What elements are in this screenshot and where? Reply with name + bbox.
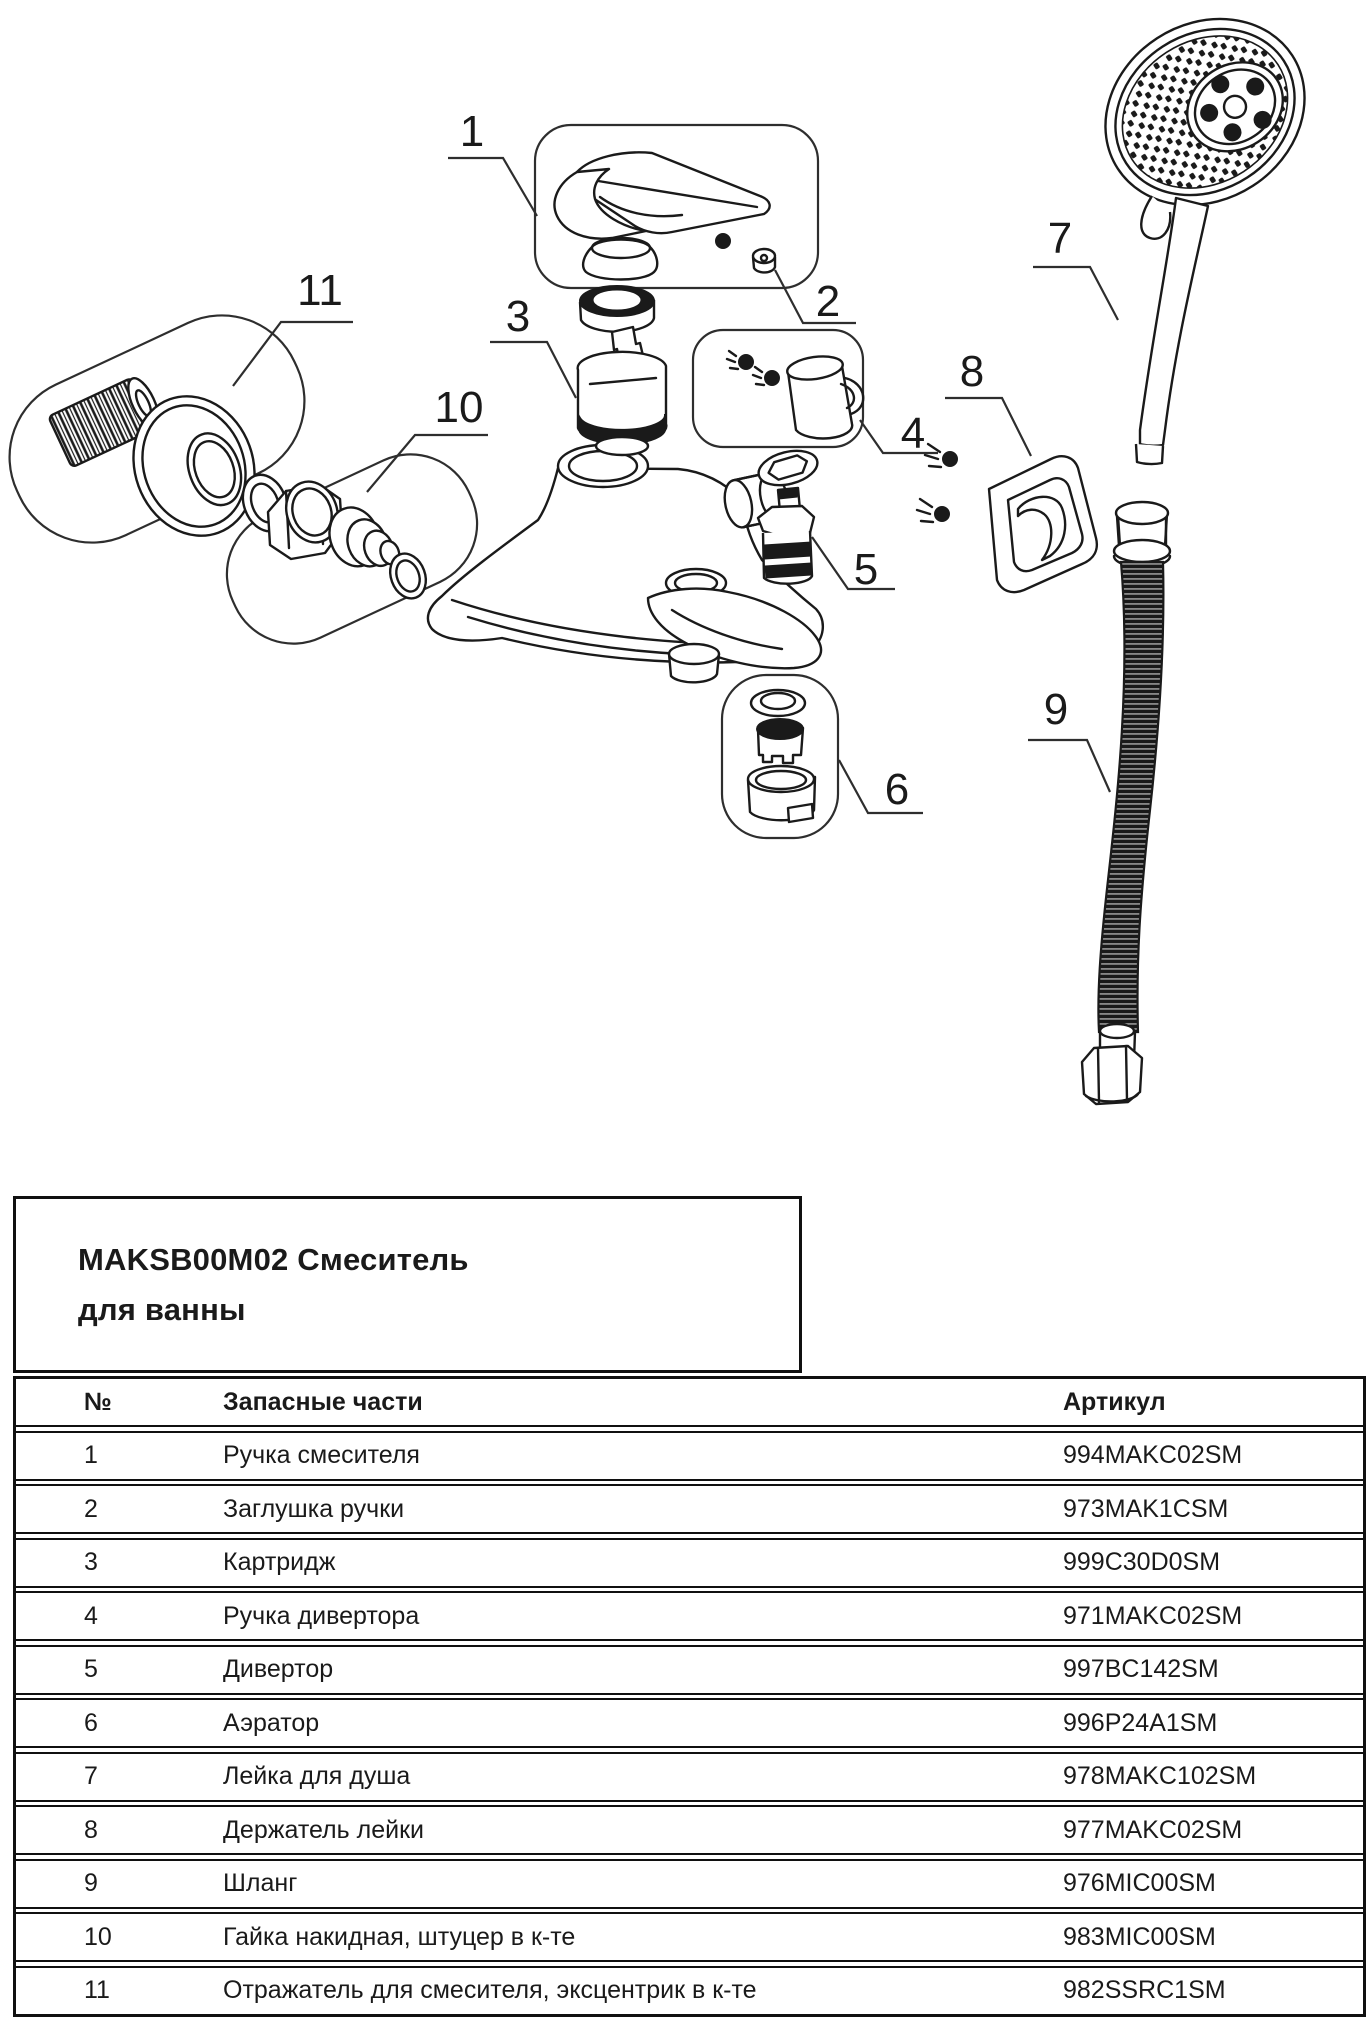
header-num: № (84, 1387, 112, 1416)
callout-4-leader (860, 420, 938, 453)
table-row: 4 Ручка дивертора 971MAKC02SM (16, 1591, 1363, 1641)
handle-screw-icon (716, 234, 730, 248)
callout-7-leader (1033, 267, 1118, 320)
handle-plug-drawing (753, 249, 775, 272)
header-part: Запасные части (223, 1387, 423, 1416)
callout-11-leader (233, 322, 353, 386)
product-title-box (13, 1196, 802, 1373)
cartridge-drawing (578, 286, 667, 455)
table-row: 9 Шланг 976MIC00SM (16, 1859, 1363, 1909)
table-row: 6 Аэратор 996P24A1SM (16, 1698, 1363, 1748)
aerator-drawing (748, 690, 815, 822)
mixer-handle-drawing (554, 152, 775, 279)
callout-6-label: 6 (884, 765, 910, 814)
callout-7-label: 7 (1047, 214, 1073, 263)
shower-hose-drawing (1082, 502, 1170, 1104)
table-row: 3 Картридж 999C30D0SM (16, 1538, 1363, 1588)
callout-3-leader (490, 342, 576, 398)
callout-9-label: 9 (1043, 685, 1069, 734)
callout-9-leader (1028, 740, 1110, 792)
diverter-handle-drawing (727, 351, 863, 438)
shower-holder-drawing (917, 444, 1097, 592)
product-title-line2: для ванны (78, 1292, 246, 1327)
parts-table (13, 1376, 1366, 2017)
header-sku: Артикул (1063, 1387, 1166, 1416)
callout-10-label: 10 (434, 383, 484, 432)
product-title-line1: MAKSB00M02 Смеситель (78, 1242, 469, 1277)
callout-5-label: 5 (853, 545, 879, 594)
callout-1-leader (448, 158, 537, 216)
table-row: 11 Отражатель для смесителя, эксцентрик в к-те 982SSRC1SM (16, 1966, 1363, 2014)
callout-8-label: 8 (959, 347, 985, 396)
callout-3-label: 3 (505, 292, 531, 341)
callout-11-label: 11 (297, 266, 343, 315)
callout-8-leader (945, 398, 1031, 456)
table-row: 1 Ручка смесителя 994MAKC02SM (16, 1431, 1363, 1481)
callout-4-label: 4 (900, 409, 926, 458)
table-row: 8 Держатель лейки 977MAKC02SM (16, 1805, 1363, 1855)
callout-1-label: 1 (459, 107, 485, 156)
callout-6-leader (839, 760, 923, 813)
shower-head-drawing (1070, 0, 1340, 464)
callout-2-label: 2 (815, 277, 841, 326)
table-header-row (16, 1379, 1363, 1427)
table-row: 5 Дивертор 997BC142SM (16, 1645, 1363, 1695)
diverter-drawing (755, 445, 821, 583)
table-row: 7 Лейка для душа 978MAKC102SM (16, 1752, 1363, 1802)
table-row: 10 Гайка накидная, штуцер в к-те 983MIC00SM (16, 1912, 1363, 1962)
table-row: 2 Заглушка ручки 973MAK1CSM (16, 1484, 1363, 1534)
callout-10-leader (367, 435, 488, 492)
